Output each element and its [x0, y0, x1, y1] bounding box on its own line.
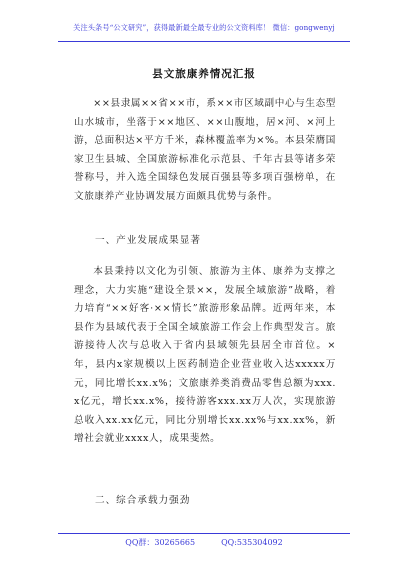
section-heading-2: 二、综合承载力强劲 — [95, 495, 191, 506]
document-title: 县文旅康养情况汇报 — [152, 68, 256, 80]
paragraph-intro: ××县隶属××省××市，系××市区域副中心与生态型山水城市，坐落于××地区、××山腹地，居×河、×河上游，总面积达×平方千米，森林覆盖率为×%。本县荣膺国家卫生县城、全国旅游标准化示范县、千年古县等诸多荣誉称号，并入选全国绿色发展百强县等多项百强榜单，在文旅康养产业协调发展方面颇具优势与条件。 — [74, 98, 336, 202]
footer — [0, 537, 408, 548]
header-banner: 关注头条号“公文研究”，获得最新最全最专业的公文资料库！ 微信：gongwenyj — [73, 23, 335, 32]
header-divider — [58, 41, 350, 42]
footer-divider — [58, 533, 350, 534]
section-heading-1: 一、产业发展成果显著 — [95, 235, 201, 246]
footer-qq-number: QQ:535304092 — [221, 538, 283, 547]
paragraph-achievements: 本县秉持以文化为引领、旅游为主体、康养为支撑之理念，大力实施“建设全景××，发展全域旅游”战略，着力培育“××好客·××情长”旅游形象品牌。近两年来，本县作为县域代表于全国全域旅游工作会上作典型发言。旅游接待人次与总收入于省内县域领先县居全市首位。×年，县内x家规模以上医药制造企业营业收入达xxxxx万元，同比增长xx.x%；文旅康养类消费品零售总额为xxx.x亿元，增长xx.x%，接待游客xxx.xx万人次，实现旅游总收入xx.xx亿元，同比分别增长xx.xx%与xx.xx%，新增社会就业xxxx人，成果斐然。 — [74, 266, 336, 445]
footer-qq-group: QQ群：30265665 — [125, 538, 196, 547]
